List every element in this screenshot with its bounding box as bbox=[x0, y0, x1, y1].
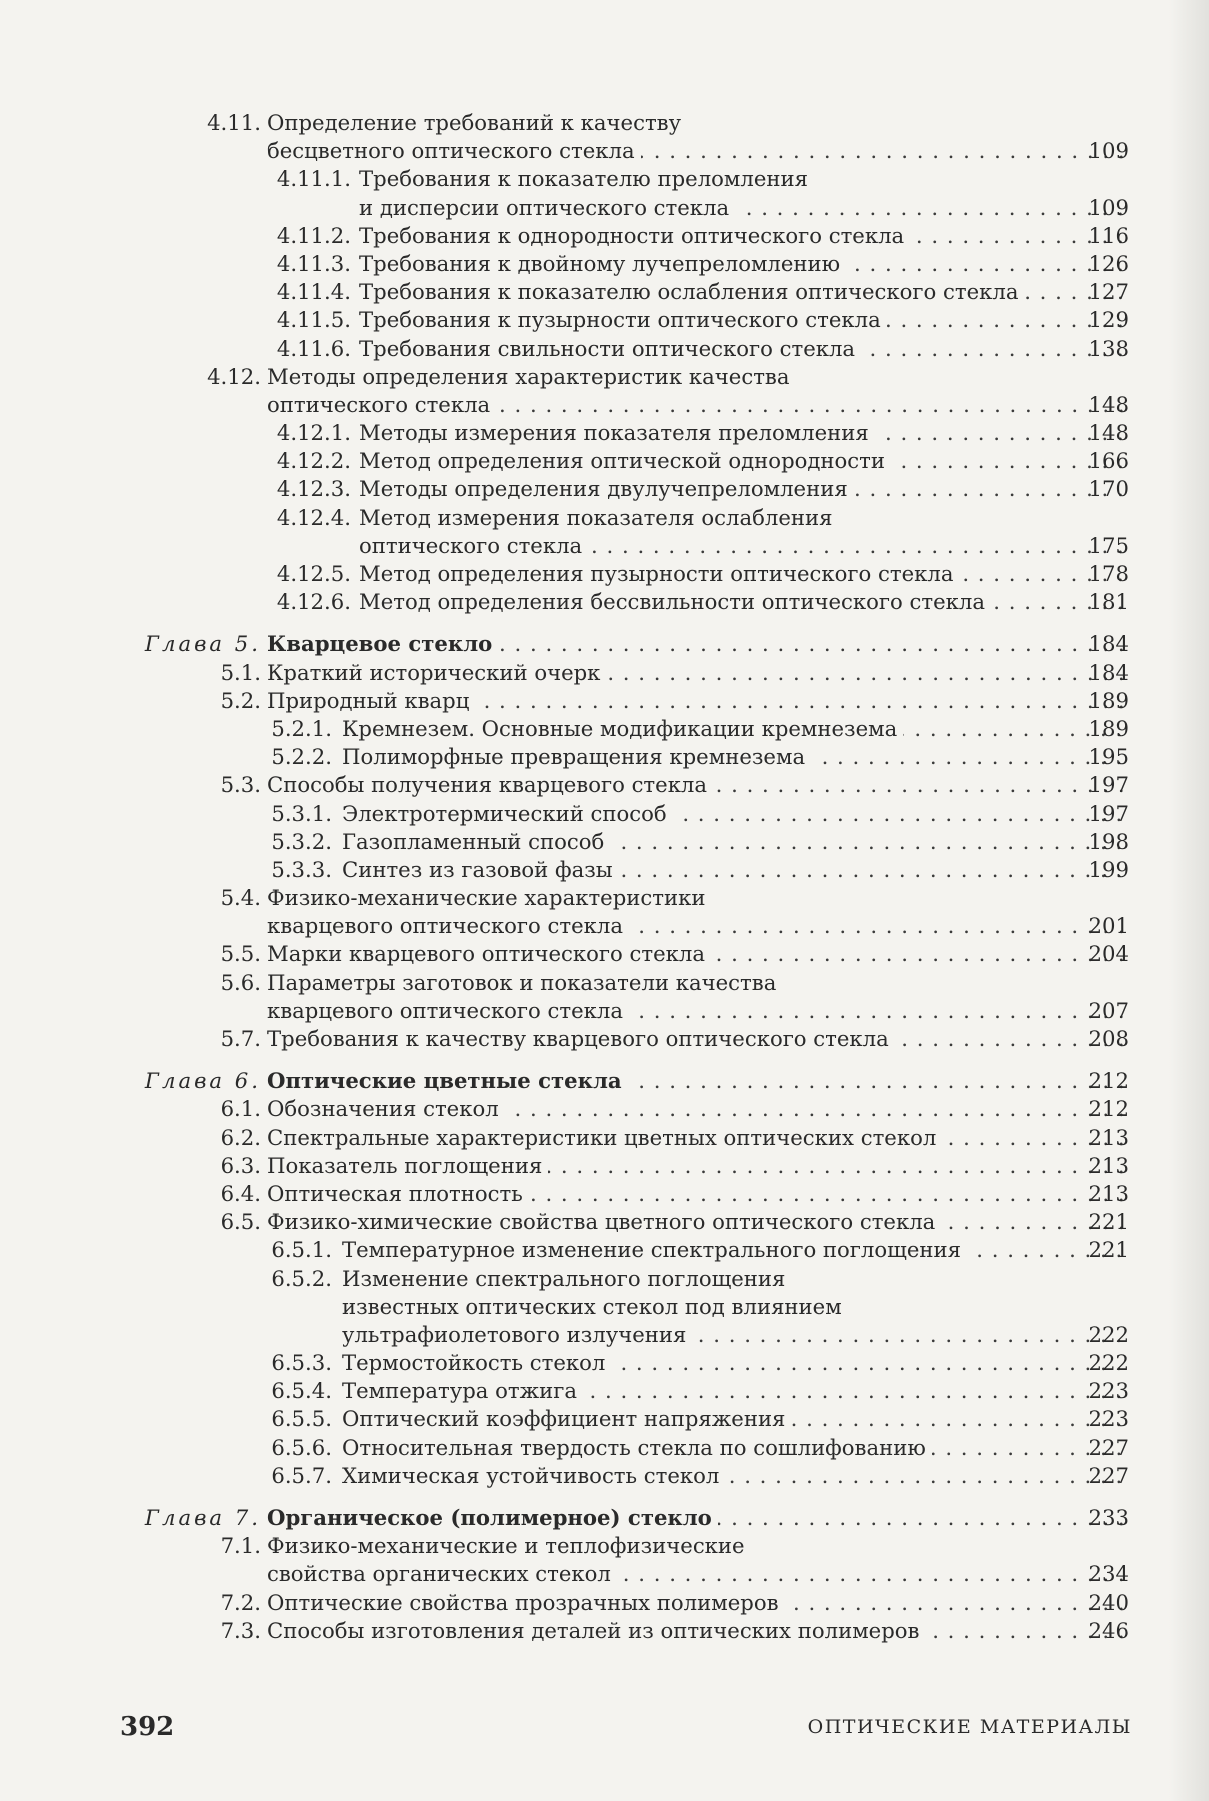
entry-text-wrap bbox=[359, 250, 1123, 278]
entry-page: 195 bbox=[1088, 744, 1129, 770]
entry-title: Требования к показателю ослабления оптического стекла bbox=[359, 279, 1024, 304]
toc-entry bbox=[0, 1265, 1209, 1293]
entry-title: Методы определения характеристик качества bbox=[267, 364, 795, 389]
entry-page: 116 bbox=[1088, 222, 1129, 248]
entry-page: 213 bbox=[1088, 1180, 1129, 1206]
entry-page: 181 bbox=[1088, 589, 1129, 615]
entry-title: ультрафиолетового излучения bbox=[342, 1322, 692, 1347]
entry-text-wrap bbox=[267, 1208, 1123, 1236]
entry-number: 6.5.4. bbox=[271, 1378, 332, 1404]
page-footer bbox=[120, 1712, 1132, 1748]
chapter-entry bbox=[0, 630, 1209, 658]
table-of-contents bbox=[0, 109, 1209, 1645]
entry-page: 222 bbox=[1088, 1321, 1129, 1347]
entry-number: Глава 5. bbox=[144, 631, 261, 657]
entry-text-wrap bbox=[342, 856, 1123, 884]
page-number: 392 bbox=[120, 1712, 175, 1742]
entry-page: 148 bbox=[1088, 420, 1129, 446]
entry-title: Метод измерения показателя ослабления bbox=[359, 505, 838, 530]
entry-page: 129 bbox=[1088, 307, 1129, 333]
entry-number: 4.12.4. bbox=[276, 504, 351, 530]
entry-number: Глава 7. bbox=[144, 1505, 261, 1530]
entry-number: Глава 6. bbox=[144, 1068, 261, 1094]
toc-entry bbox=[0, 335, 1209, 363]
entry-text-wrap bbox=[342, 1265, 1123, 1293]
entry-title: Физико-механические характеристики bbox=[267, 885, 711, 910]
entry-number: 6.5.5. bbox=[271, 1406, 332, 1432]
entry-number: 6.5.6. bbox=[271, 1434, 332, 1460]
entry-text-wrap bbox=[267, 1532, 1123, 1560]
entry-number: 4.11.3. bbox=[276, 250, 351, 276]
entry-page: 166 bbox=[1088, 448, 1129, 474]
entry-text-wrap bbox=[267, 1025, 1123, 1053]
toc-entry bbox=[0, 1025, 1209, 1053]
entry-page: 212 bbox=[1088, 1096, 1129, 1122]
entry-text-wrap bbox=[267, 1124, 1123, 1152]
entry-number: 6.5.2. bbox=[271, 1265, 332, 1291]
toc-entry bbox=[0, 109, 1209, 137]
toc-entry bbox=[0, 306, 1209, 334]
entry-text-wrap bbox=[359, 335, 1123, 363]
running-title: ОПТИЧЕСКИЕ МАТЕРИАЛЫ bbox=[807, 1716, 1132, 1738]
toc-entry bbox=[0, 419, 1209, 447]
toc-entry bbox=[0, 1462, 1209, 1490]
toc-entry bbox=[0, 1293, 1209, 1321]
entry-title: Полиморфные превращения кремнезема bbox=[342, 744, 811, 769]
entry-title: Оптические цветные стекла bbox=[267, 1068, 628, 1093]
entry-text-wrap bbox=[359, 222, 1123, 250]
entry-title: Методы измерения показателя преломления bbox=[359, 420, 875, 445]
entry-title: Требования к показателю преломления bbox=[359, 166, 814, 191]
entry-title: Определение требований к качеству bbox=[267, 110, 687, 135]
entry-page: 221 bbox=[1088, 1209, 1129, 1235]
entry-page: 207 bbox=[1088, 997, 1129, 1023]
entry-page: 233 bbox=[1088, 1505, 1129, 1530]
entry-text-wrap bbox=[267, 1180, 1123, 1208]
entry-number: 5.6. bbox=[220, 969, 261, 995]
entry-number: 5.2. bbox=[220, 687, 261, 713]
entry-text-wrap bbox=[342, 1405, 1123, 1433]
entry-page: 212 bbox=[1088, 1068, 1129, 1094]
entry-number: 5.7. bbox=[220, 1026, 261, 1051]
entry-number: 4.12.1. bbox=[276, 420, 351, 446]
entry-title: Спектральные характеристики цветных оптических стекол bbox=[267, 1125, 942, 1150]
entry-page: 189 bbox=[1088, 715, 1129, 741]
entry-text-wrap bbox=[342, 743, 1123, 771]
entry-title: Синтез из газовой фазы bbox=[342, 857, 619, 882]
entry-title: Показатель поглощения bbox=[267, 1153, 548, 1178]
toc-entry bbox=[0, 1617, 1209, 1645]
entry-title: свойства органических стекол bbox=[267, 1561, 617, 1586]
entry-number: 5.3.1. bbox=[271, 800, 332, 826]
entry-number: 5.3. bbox=[220, 772, 261, 798]
entry-number: 5.1. bbox=[220, 659, 261, 685]
entry-title: Изменение спектрального поглощения bbox=[342, 1266, 791, 1291]
entry-title: Оптическая плотность bbox=[267, 1181, 529, 1206]
toc-entry bbox=[0, 800, 1209, 828]
entry-text-wrap bbox=[359, 447, 1123, 475]
entry-title: и дисперсии оптического стекла bbox=[359, 195, 735, 220]
entry-text-wrap bbox=[267, 771, 1123, 799]
toc-entry bbox=[0, 447, 1209, 475]
entry-title: Способы получения кварцевого стекла bbox=[267, 772, 713, 797]
toc-entry bbox=[0, 969, 1209, 997]
entry-number: 4.11.4. bbox=[276, 279, 351, 305]
entry-title: Термостойкость стекол bbox=[342, 1350, 611, 1375]
entry-text-wrap bbox=[267, 969, 1123, 997]
toc-entry bbox=[0, 1321, 1209, 1349]
entry-text-wrap bbox=[267, 940, 1123, 968]
toc-entry bbox=[0, 1095, 1209, 1123]
entry-text-wrap bbox=[267, 1560, 1123, 1588]
entry-page: 204 bbox=[1088, 941, 1129, 967]
toc-entry bbox=[0, 1560, 1209, 1588]
entry-title: Метод определения оптической однородности bbox=[359, 448, 891, 473]
toc-entry bbox=[0, 659, 1209, 687]
toc-entry bbox=[0, 1532, 1209, 1560]
entry-title: Физико-химические свойства цветного оптического стекла bbox=[267, 1209, 941, 1234]
toc-entry bbox=[0, 250, 1209, 278]
entry-title: Марки кварцевого оптического стекла bbox=[267, 941, 711, 966]
entry-text-wrap bbox=[267, 884, 1123, 912]
toc-entry bbox=[0, 1180, 1209, 1208]
entry-text-wrap bbox=[342, 828, 1123, 856]
toc-entry bbox=[0, 137, 1209, 165]
entry-text-wrap bbox=[267, 137, 1123, 165]
toc-entry bbox=[0, 588, 1209, 616]
entry-title: Относительная твердость стекла по сошлифованию bbox=[342, 1435, 932, 1460]
entry-title: оптического стекла bbox=[359, 533, 588, 558]
entry-page: 148 bbox=[1088, 391, 1129, 417]
entry-text-wrap bbox=[267, 687, 1123, 715]
toc-entry bbox=[0, 1124, 1209, 1152]
toc-entry bbox=[0, 194, 1209, 222]
entry-title: Физико-механические и теплофизические bbox=[267, 1533, 751, 1558]
entry-title: Температурное изменение спектрального поглощения bbox=[342, 1237, 967, 1262]
entry-page: 198 bbox=[1088, 828, 1129, 854]
entry-text-wrap bbox=[359, 475, 1123, 503]
entry-page: 227 bbox=[1088, 1434, 1129, 1460]
entry-text-wrap bbox=[359, 306, 1123, 334]
toc-entry bbox=[0, 912, 1209, 940]
entry-number: 5.5. bbox=[220, 941, 261, 967]
entry-page: 201 bbox=[1088, 913, 1129, 939]
entry-text-wrap bbox=[342, 1462, 1123, 1490]
entry-text-wrap bbox=[267, 997, 1123, 1025]
entry-text-wrap bbox=[342, 1321, 1123, 1349]
entry-page: 197 bbox=[1088, 800, 1129, 826]
toc-entry bbox=[0, 940, 1209, 968]
entry-text-wrap bbox=[267, 109, 1123, 137]
toc-entry bbox=[0, 771, 1209, 799]
entry-text-wrap bbox=[267, 363, 1123, 391]
entry-title: Температура отжига bbox=[342, 1378, 583, 1403]
entry-text-wrap bbox=[267, 1504, 1123, 1532]
toc-entry bbox=[0, 560, 1209, 588]
entry-number: 5.2.1. bbox=[271, 715, 332, 741]
entry-text-wrap bbox=[267, 1589, 1123, 1617]
entry-text-wrap bbox=[342, 715, 1123, 743]
entry-number: 4.12.3. bbox=[276, 476, 351, 502]
entry-number: 4.11.5. bbox=[276, 307, 351, 333]
entry-text-wrap bbox=[267, 912, 1123, 940]
toc-entry bbox=[0, 1236, 1209, 1264]
entry-text-wrap bbox=[342, 1236, 1123, 1264]
toc-entry bbox=[0, 1434, 1209, 1462]
entry-text-wrap bbox=[267, 1067, 1123, 1095]
entry-title: оптического стекла bbox=[267, 392, 496, 417]
entry-title: Газопламенный способ bbox=[342, 829, 610, 854]
entry-page: 213 bbox=[1088, 1152, 1129, 1178]
entry-number: 6.5.7. bbox=[271, 1462, 332, 1488]
entry-page: 184 bbox=[1088, 631, 1129, 657]
entry-text-wrap bbox=[267, 1152, 1123, 1180]
entry-text-wrap bbox=[359, 560, 1123, 588]
entry-page: 175 bbox=[1088, 532, 1129, 558]
entry-text-wrap bbox=[342, 1293, 1123, 1321]
entry-text-wrap bbox=[359, 504, 1123, 532]
toc-entry bbox=[0, 884, 1209, 912]
toc-entry bbox=[0, 856, 1209, 884]
entry-title: Органическое (полимерное) стекло bbox=[267, 1505, 718, 1530]
entry-title: Требования к пузырности оптического стекла bbox=[359, 307, 887, 332]
entry-text-wrap bbox=[267, 391, 1123, 419]
entry-page: 127 bbox=[1088, 279, 1129, 305]
entry-page: 221 bbox=[1088, 1237, 1129, 1263]
entry-number: 4.11.2. bbox=[276, 222, 351, 248]
entry-text-wrap bbox=[359, 278, 1123, 306]
entry-title: Требования свильности оптического стекла bbox=[359, 336, 861, 361]
entry-title: Обозначения стекол bbox=[267, 1096, 505, 1121]
toc-entry bbox=[0, 165, 1209, 193]
entry-number: 4.12.2. bbox=[276, 448, 351, 474]
entry-number: 6.3. bbox=[220, 1152, 261, 1178]
entry-text-wrap bbox=[267, 659, 1123, 687]
entry-text-wrap bbox=[342, 1377, 1123, 1405]
toc-entry bbox=[0, 363, 1209, 391]
entry-number: 4.11.6. bbox=[276, 335, 351, 361]
toc-entry bbox=[0, 687, 1209, 715]
entry-page: 189 bbox=[1088, 687, 1129, 713]
entry-text-wrap bbox=[267, 1095, 1123, 1123]
toc-entry bbox=[0, 222, 1209, 250]
entry-number: 7.2. bbox=[220, 1589, 261, 1615]
entry-title: кварцевого оптического стекла bbox=[267, 913, 629, 938]
entry-title: Требования к качеству кварцевого оптического стекла bbox=[267, 1026, 895, 1051]
toc-entry bbox=[0, 1208, 1209, 1236]
entry-page: 227 bbox=[1088, 1462, 1129, 1488]
entry-page: 223 bbox=[1088, 1378, 1129, 1404]
chapter-entry bbox=[0, 1067, 1209, 1095]
toc-entry bbox=[0, 743, 1209, 771]
entry-number: 6.2. bbox=[220, 1124, 261, 1150]
toc-entry bbox=[0, 1349, 1209, 1377]
toc-entry bbox=[0, 1152, 1209, 1180]
entry-page: 178 bbox=[1088, 561, 1129, 586]
entry-number: 7.3. bbox=[220, 1617, 261, 1643]
entry-title: Методы определения двулучепреломления bbox=[359, 476, 854, 501]
entry-number: 4.12. bbox=[207, 363, 261, 389]
toc-entry bbox=[0, 1377, 1209, 1405]
entry-text-wrap bbox=[359, 165, 1123, 193]
entry-number: 5.2.2. bbox=[271, 744, 332, 770]
toc-entry bbox=[0, 715, 1209, 743]
entry-title: бесцветного оптического стекла bbox=[267, 138, 641, 163]
entry-title: Оптические свойства прозрачных полимеров bbox=[267, 1590, 785, 1615]
entry-title: Параметры заготовок и показатели качества bbox=[267, 970, 782, 995]
entry-number: 4.11. bbox=[207, 110, 261, 135]
toc-entry bbox=[0, 1405, 1209, 1433]
toc-entry bbox=[0, 1589, 1209, 1617]
entry-title: Кварцевое стекло bbox=[267, 631, 498, 656]
entry-number: 6.5.1. bbox=[271, 1237, 332, 1263]
toc-entry bbox=[0, 997, 1209, 1025]
entry-page: 138 bbox=[1088, 335, 1129, 361]
toc-entry bbox=[0, 532, 1209, 560]
entry-number: 5.3.3. bbox=[271, 856, 332, 882]
entry-title: Химическая устойчивость стекол bbox=[342, 1463, 725, 1488]
entry-page: 170 bbox=[1088, 476, 1129, 502]
entry-page: 240 bbox=[1088, 1589, 1129, 1615]
entry-page: 213 bbox=[1088, 1124, 1129, 1150]
toc-entry bbox=[0, 391, 1209, 419]
entry-title: Электротермический способ bbox=[342, 801, 673, 826]
entry-number: 6.1. bbox=[220, 1096, 261, 1122]
toc-entry bbox=[0, 504, 1209, 532]
entry-page: 234 bbox=[1088, 1561, 1129, 1587]
entry-number: 5.4. bbox=[220, 885, 261, 911]
entry-number: 4.12.5. bbox=[276, 561, 351, 586]
toc-entry bbox=[0, 278, 1209, 306]
entry-number: 4.11.1. bbox=[276, 166, 351, 192]
entry-page: 208 bbox=[1088, 1026, 1129, 1051]
entry-page: 184 bbox=[1088, 659, 1129, 685]
toc-entry bbox=[0, 828, 1209, 856]
entry-page: 222 bbox=[1088, 1350, 1129, 1376]
entry-title: Метод определения пузырности оптического стекла bbox=[359, 561, 959, 586]
toc-entry bbox=[0, 475, 1209, 503]
entry-title: Кремнезем. Основные модификации кремнезема bbox=[342, 716, 903, 741]
entry-title: известных оптических стекол под влиянием bbox=[342, 1294, 848, 1319]
entry-title: кварцевого оптического стекла bbox=[267, 998, 629, 1023]
entry-number: 7.1. bbox=[220, 1533, 261, 1559]
entry-page: 109 bbox=[1088, 194, 1129, 220]
entry-title: Метод определения бессвильности оптического стекла bbox=[359, 589, 991, 614]
entry-text-wrap bbox=[267, 630, 1123, 658]
entry-text-wrap bbox=[359, 194, 1123, 222]
entry-number: 6.5. bbox=[220, 1209, 261, 1235]
entry-text-wrap bbox=[342, 800, 1123, 828]
entry-title: Оптический коэффициент напряжения bbox=[342, 1406, 791, 1431]
entry-page: 246 bbox=[1088, 1617, 1129, 1643]
entry-text-wrap bbox=[359, 419, 1123, 447]
entry-page: 126 bbox=[1088, 250, 1129, 276]
entry-number: 5.3.2. bbox=[271, 828, 332, 854]
entry-text-wrap bbox=[342, 1434, 1123, 1462]
entry-text-wrap bbox=[359, 588, 1123, 616]
entry-title: Краткий исторический очерк bbox=[267, 660, 606, 685]
entry-page: 199 bbox=[1088, 856, 1129, 882]
entry-page: 109 bbox=[1088, 138, 1129, 164]
entry-page: 223 bbox=[1088, 1406, 1129, 1432]
entry-number: 6.5.3. bbox=[271, 1350, 332, 1376]
chapter-entry bbox=[0, 1504, 1209, 1532]
entry-text-wrap bbox=[359, 532, 1123, 560]
entry-title: Способы изготовления деталей из оптических полимеров bbox=[267, 1618, 925, 1643]
entry-number: 6.4. bbox=[220, 1180, 261, 1206]
entry-title: Требования к двойному лучепреломлению bbox=[359, 251, 846, 276]
entry-number: 4.12.6. bbox=[276, 589, 351, 615]
entry-title: Требования к однородности оптического стекла bbox=[359, 223, 910, 248]
entry-title: Природный кварц bbox=[267, 688, 475, 713]
entry-text-wrap bbox=[342, 1349, 1123, 1377]
entry-text-wrap bbox=[267, 1617, 1123, 1645]
entry-page: 197 bbox=[1088, 772, 1129, 798]
